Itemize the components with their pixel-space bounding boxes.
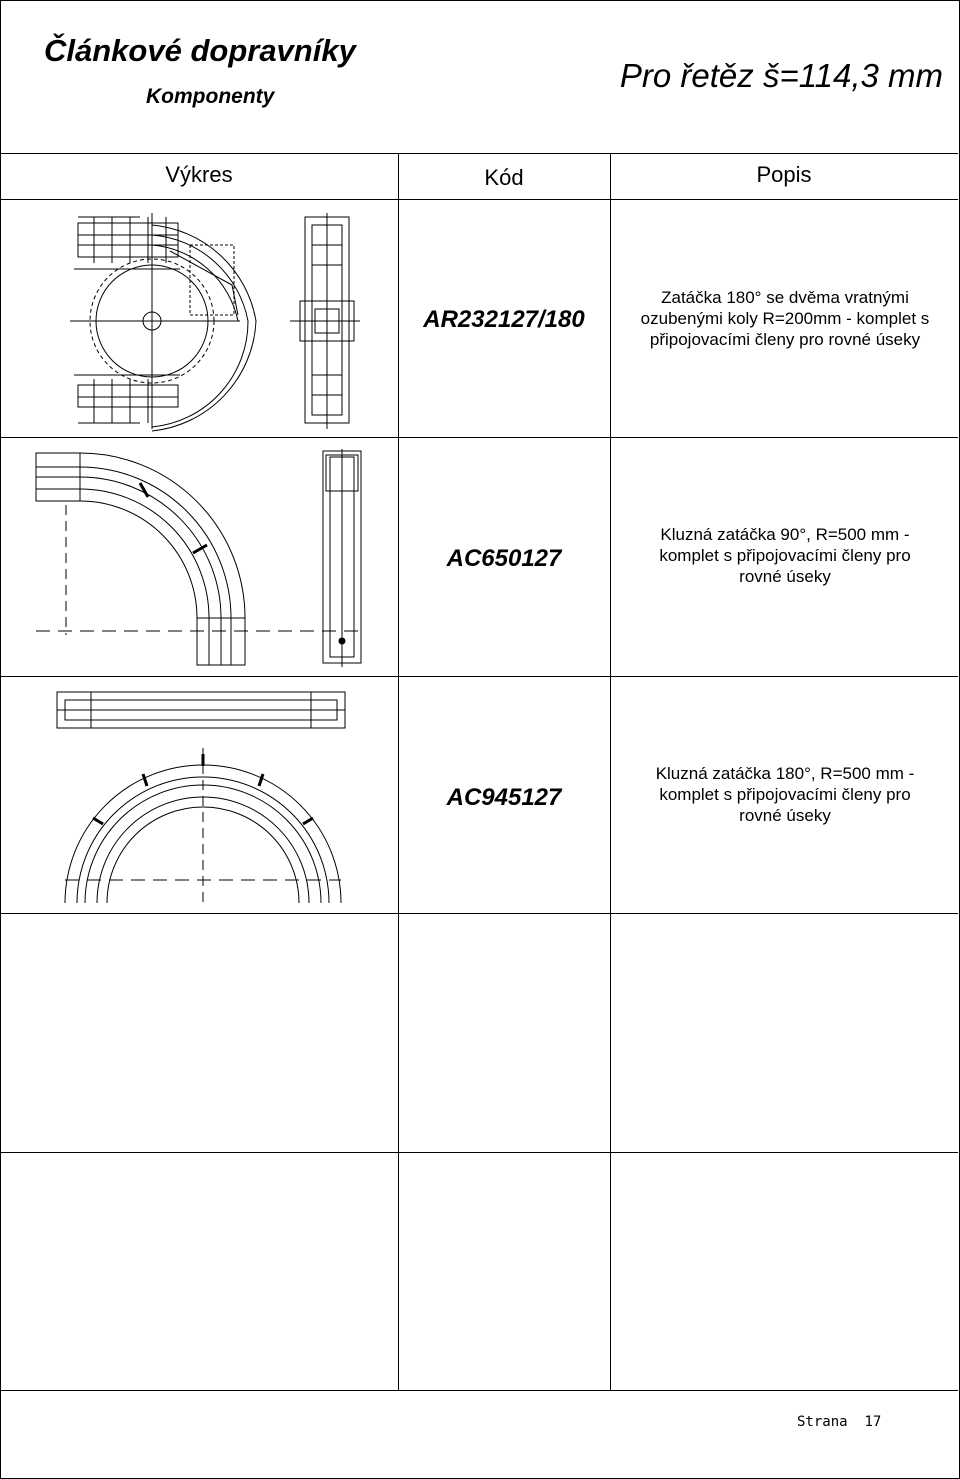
sprocket-icon (70, 213, 256, 431)
drawing-ar232127 (60, 205, 390, 433)
row-code: AC650127 (446, 545, 562, 572)
page-title: Článkové dopravníky (44, 33, 356, 68)
page-number: Strana 17 (797, 1414, 882, 1430)
top-view-icon (57, 692, 345, 728)
curve-180-icon (65, 748, 341, 903)
row-divider (0, 676, 958, 677)
row-description: Kluzná zatáčka 90°, R=500 mm - komplet s připojovacími členy pro rovné úseky (659, 525, 911, 586)
row-divider (0, 913, 958, 914)
column-divider (610, 153, 611, 1390)
row-description: Zatáčka 180° se dvěma vratnými ozubenými koly R=200mm - komplet s připojovacími členy pro rovné úseky (640, 288, 930, 349)
column-header-drawing: Výkres (165, 162, 233, 187)
column-header-description: Popis (756, 162, 812, 187)
drawing-ac945127 (55, 688, 355, 908)
row-divider (0, 1152, 958, 1153)
drawing-ac650127 (30, 445, 380, 670)
side-view-icon (323, 449, 361, 667)
chain-label: Pro řetěz š=114,3 mm (619, 57, 943, 94)
column-header-code: Kód (484, 165, 524, 190)
header-divider (0, 153, 958, 154)
column-header-divider (0, 199, 958, 200)
chain-links-top-icon (74, 217, 180, 269)
footer-divider (0, 1390, 958, 1391)
row-description: Kluzná zatáčka 180°, R=500 mm - komplet s připojovacími členy pro rovné úseky (655, 764, 915, 825)
row-code: AC945127 (446, 784, 562, 811)
curve-90-icon (36, 453, 360, 665)
side-view-icon (290, 213, 360, 429)
row-divider (0, 437, 958, 438)
row-code: AR232127/180 (423, 306, 585, 333)
page-subtitle: Komponenty (146, 85, 275, 108)
column-divider (398, 153, 399, 1390)
